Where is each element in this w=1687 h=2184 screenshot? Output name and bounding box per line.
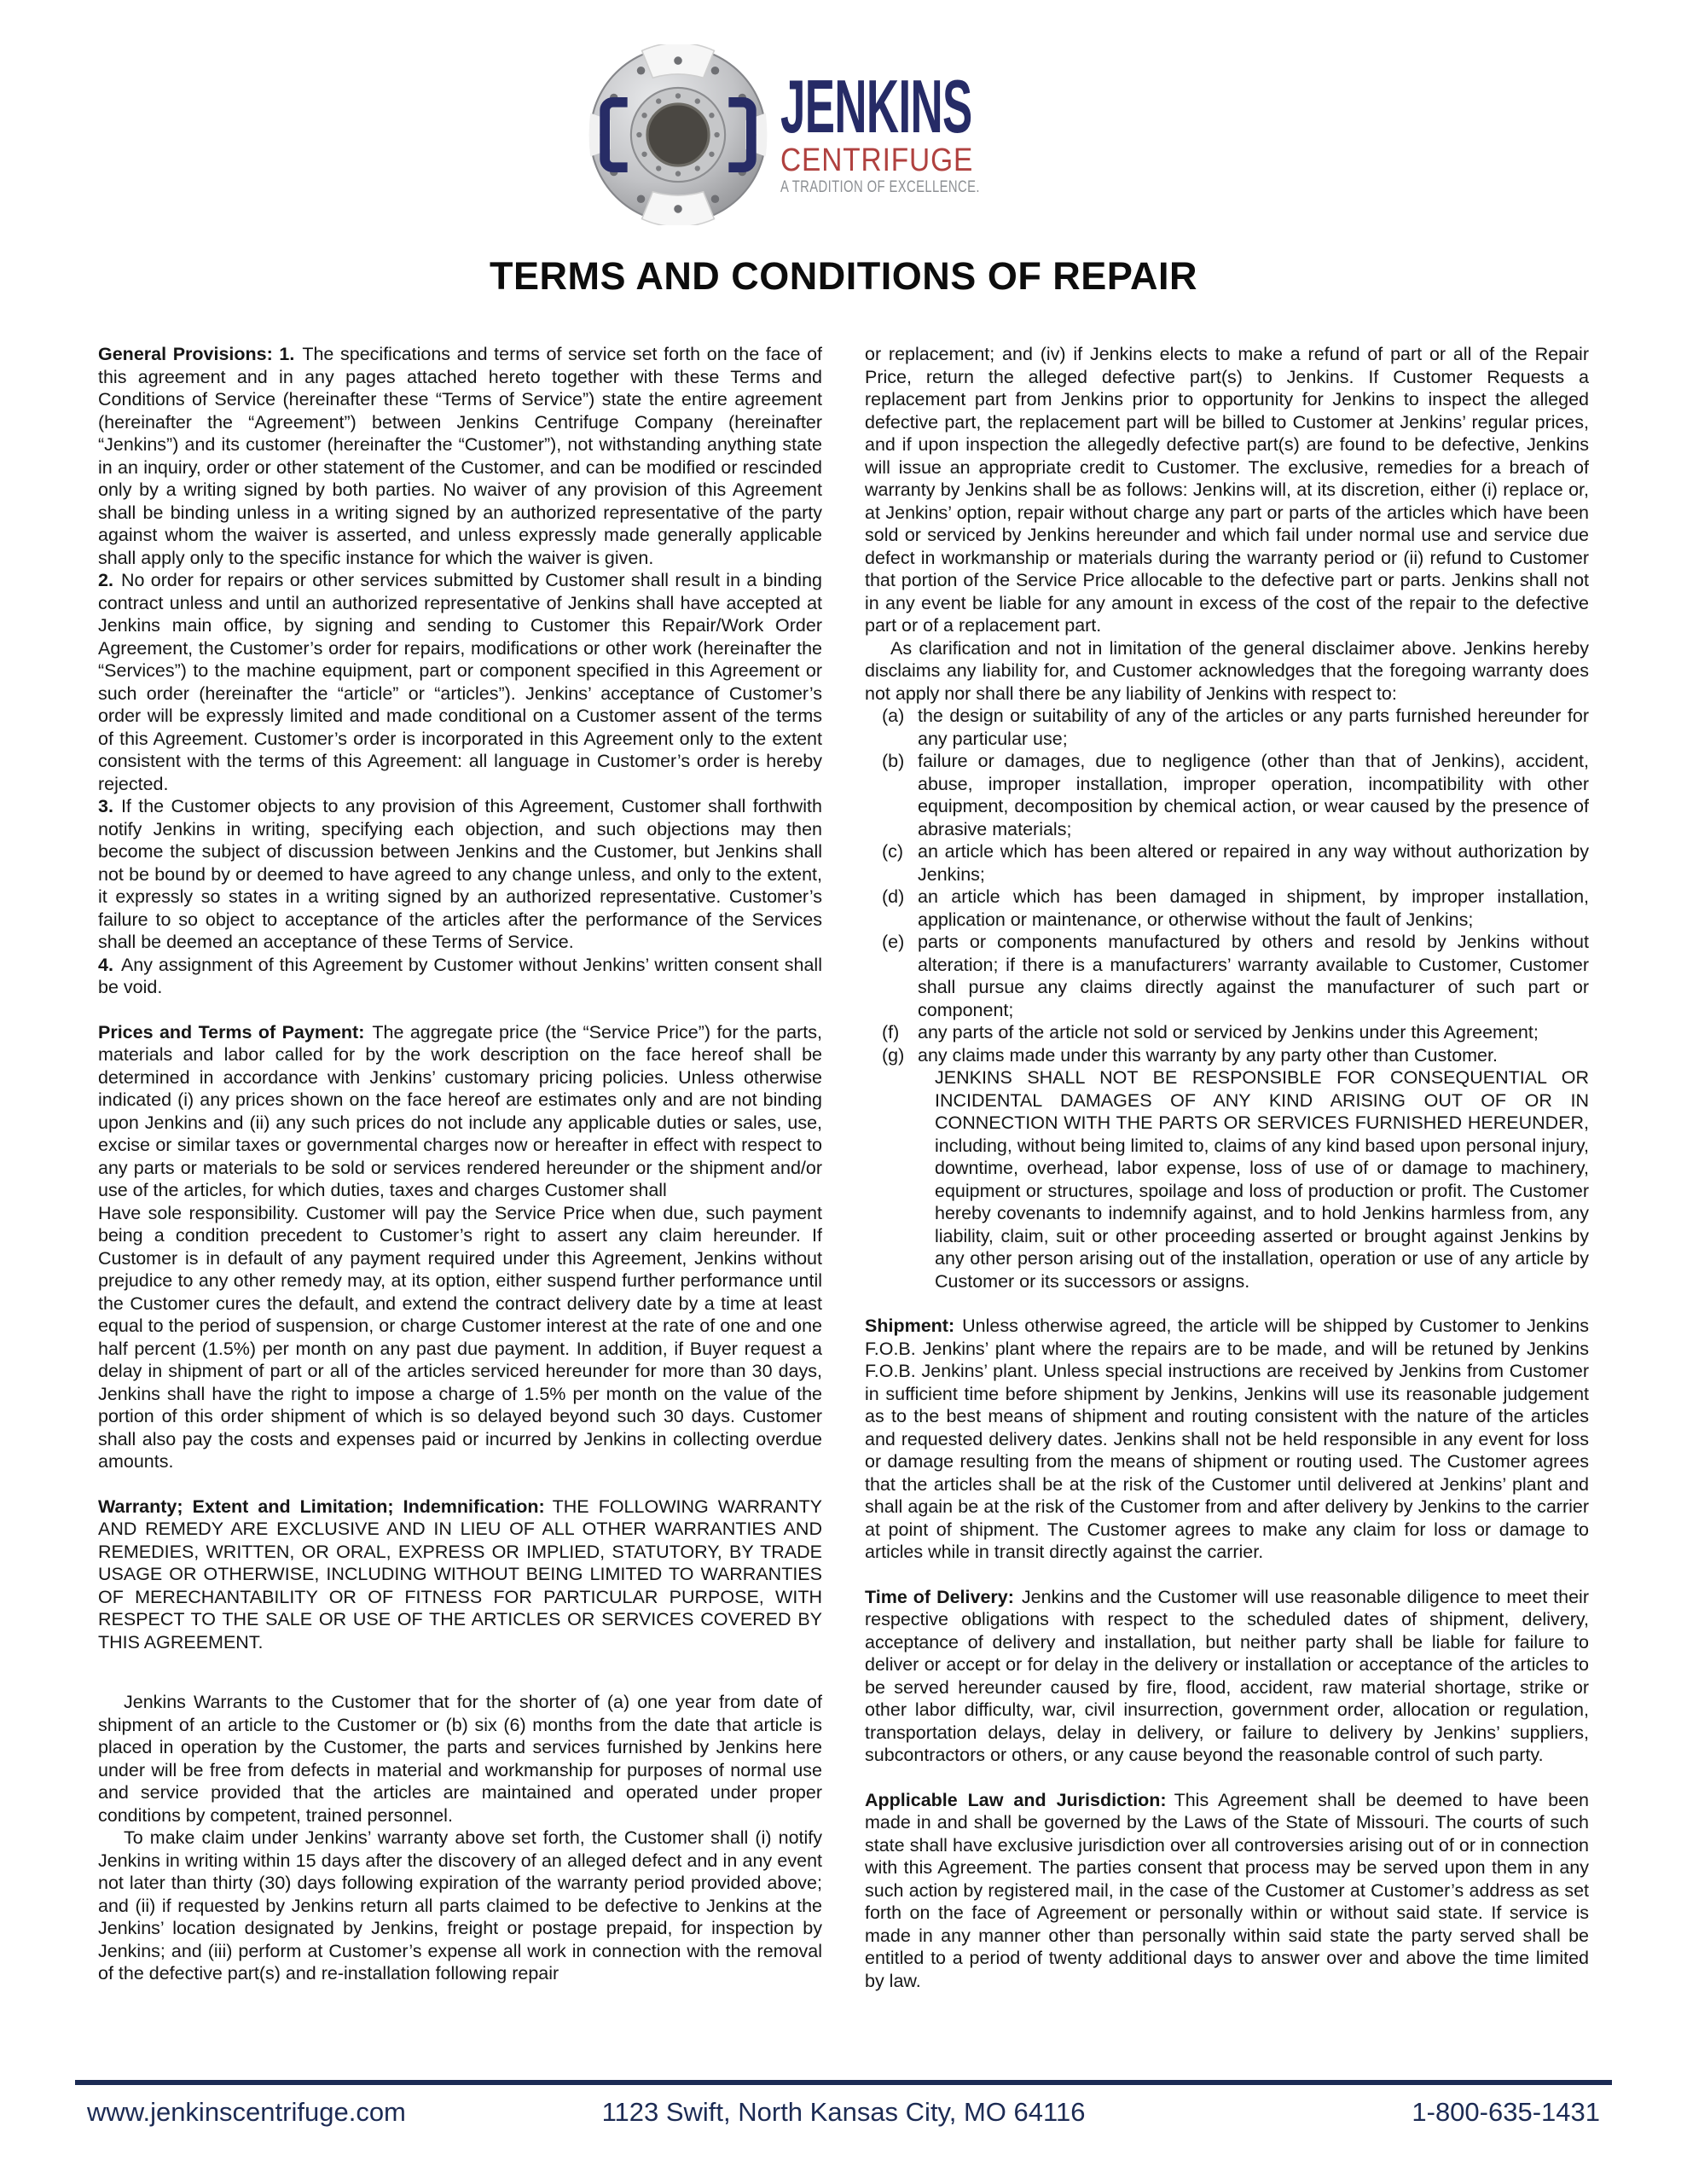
paragraph-warranty-claims: To make claim under Jenkins’ warranty above set forth, the Customer shall (i) notify Jenkins in writing within 15 days after the discovery of an alleged defect and in any event not later than thirty (30) days following expiration of the warranty period provided above; and (ii) if requested by Jenkins return all parts claimed to be defective to Jenkins at the Jenkins’ location designated by Jenkins, freight or postage prepaid, for inspection by Jenkins; and (iii) perform at Customer’s expense all work in connection with the removal of the defective part(s) and re-installation following repair <box>98 1827 822 1984</box>
list-item-text: any parts of the article not sold or serviced by Jenkins under this Agreement; <box>918 1022 1539 1043</box>
paragraph-prices: Prices and Terms of Payment: The aggregate price (the “Service Price”) for the parts, materials and labor called for by the work description on the face hereof shall be determined in accordance with Jenkins’ customary pricing policies. Unless otherwise indicated (i) any prices shown on the face hereof are estimates only and are not binding upon Jenkins and (ii) any such prices do not include any applicable duties or sales, use, excise or similar taxes or governmental charges now or hereafter in effect with respect to any parts or materials to be sold or services rendered hereunder or the shipment and/or use of the articles, for which duties, taxes and charges Customer shall <box>98 1021 822 1200</box>
list-item-f <box>865 1021 1589 1044</box>
page-footer <box>75 2080 1612 2128</box>
clause-4-number: 4. <box>98 954 113 975</box>
general-provisions-heading: General Provisions: 1. <box>98 344 295 364</box>
paragraph-applicable-law: Applicable Law and Jurisdiction: This Agreement shall be deemed to have been made in and shall be governed by the Laws of the State of Missouri. The courts of such state shall have exclusive jurisdiction over all controversies arising out of or in connection with this Agreement. The parties consent that process may be served upon them in any such action by registered mail, in the case of the Customer at Customer’s address as set forth on the face of Agreement or personally within or without said state. If service is made in any manner other than personally within said state the party served shall be entitled to a period of twenty additional days to answer over and above the time limited by law. <box>865 1789 1589 1991</box>
logo-tagline: A TRADITION OF EXCELLENCE. <box>780 177 980 196</box>
list-item-d <box>865 886 1589 931</box>
paragraph-2: 2. No order for repairs or other services submitted by Customer shall result in a binding contract unless and until an authorized representative of Jenkins shall have accepted at Jenkins main office, by signing and sending to Customer this Repair/Work Order Agreement, the Customer’s order for repairs, modifications or other work (hereinafter the “Services”) to the machine equipment, part or component specified in this Agreement or such order (hereinafter the “article” or “articles”). Jenkins’ acceptance of Customer’s order will be expressly limited and made conditional on a Customer assent of the terms of this Agreement. Customer’s order is incorporated in this Agreement only to the extent consistent with the terms of this Agreement: all language in Customer’s order is hereby rejected. <box>98 570 822 794</box>
list-item-text: the design or suitability of any of the articles or any parts furnished hereunder for any particular use; <box>918 706 1589 749</box>
list-item-label: (g) <box>882 1044 905 1066</box>
list-item-text: an article which has been altered or repaired in any way without authorization by Jenkins; <box>918 841 1589 885</box>
paragraph-3: 3. If the Customer objects to any provision of this Agreement, Customer shall forthwith notify Jenkins in writing, specifying each objection, and such objections may then become the subject of discussion between Jenkins and the Customer, but Jenkins shall not be bound by or deemed to have agreed to any change unless, and only to the extent, it expressly so states in a writing signed by an authorized representative. Customer’s failure to so object to acceptance of the articles after the performance of the Services shall be deemed an acceptance of these Terms of Service. <box>98 796 822 952</box>
list-item-b <box>865 750 1589 840</box>
footer-address: 1123 Swift, North Kansas City, MO 64116 <box>601 2097 1086 2127</box>
list-item-c <box>865 840 1589 886</box>
paragraph-time-of-delivery: Time of Delivery: Jenkins and the Customer will use reasonable diligence to meet their respective obligations with respect to the scheduled dates of shipment, delivery, acceptance of delivery and installation, but neither party shall be liable for failure to deliver or accept or for delay in the delivery or installation or acceptance of the articles to be served hereunder caused by fire, flood, accident, raw material shortage, strike or other labor difficulty, war, civil insurrection, government order, allocation or regulation, transportation delays, delay in delivery, or failure to delivery by Jenkins’ suppliers, subcontractors or others, or any cause beyond the reasonable control of such party. <box>865 1586 1589 1765</box>
list-item-text: parts or components manufactured by others and resold by Jenkins without alteration; if there is a manufacturers’ warranty available to Customer, Customer shall pursue any claims directly against the manufacturer of such part or component; <box>918 932 1589 1020</box>
logo-subbrand: CENTRIFUGE <box>780 142 973 178</box>
list-item-g <box>865 1044 1589 1067</box>
list-item-text: any claims made under this warranty by any party other than Customer. <box>918 1044 1498 1066</box>
list-item-label: (c) <box>882 841 904 862</box>
logo-brand: JENKINS <box>780 64 972 149</box>
list-item-a <box>865 705 1589 750</box>
terms-body <box>0 343 1687 1992</box>
centrifuge-rotor-icon <box>588 44 768 225</box>
clause-2-number: 2. <box>98 570 113 590</box>
logo-text <box>780 64 1099 196</box>
list-item-label: (b) <box>882 751 905 771</box>
paragraph-general-provisions: General Provisions: 1. The specifications and terms of service set forth on the face of this agreement and in any pages attached hereto together with these Terms and Conditions of Service (hereinafter these “Terms of Service”) state the entire agreement (hereinafter the “Agreement”) between Jenkins Centrifuge Company (hereinafter “Jenkins”) and its customer (hereinafter the “Customer”), not withstanding anything state in an inquiry, order or other statement of the Customer, and can be modified or rescinded only by a writing signed by both parties. No waiver of any provision of this Agreement shall be binding unless in a writing signed by an authorized representative of the party against whom the waiver is asserted, and unless expressly made generally applicable shall apply only to the specific instance for which the waiver is given. <box>98 344 822 568</box>
logo <box>0 0 1687 225</box>
footer-website: www.jenkinscentrifuge.com <box>87 2097 406 2127</box>
paragraph-warranty-terms: Jenkins Warrants to the Customer that for the shorter of (a) one year from date of shipment of an article to the Customer or (b) six (6) months from the date that article is placed in operation by the Customer, the parts and services furnished by Jenkins here under will be free from defects in material and workmanship for purposes of normal use and service provided that the articles are maintained and operated under proper conditions by competent, trained personnel. <box>98 1692 822 1826</box>
clause-3-number: 3. <box>98 796 113 816</box>
page-title: TERMS AND CONDITIONS OF REPAIR <box>489 254 1197 298</box>
footer-row <box>75 2097 1612 2128</box>
exclusions-list <box>865 705 1589 1066</box>
list-item-label: (f) <box>882 1022 900 1043</box>
paragraph-warranty: Warranty; Extent and Limitation; Indemnification: THE FOLLOWING WARRANTY AND REMEDY ARE EXCLUSIVE AND IN LIEU OF ALL OTHER WARRANTIES AND REMEDIES, WRITTEN, OR ORAL, EXPRESS OR IMPLIED, STATUTORY, BY TRADE USAGE OR OTHERWISE, INCLUDING WITHOUT BEING LIMITED TO WARRANTIES OF MERECHANTABILITY OR OF FITNESS FOR PARTICULAR PURPOSE, WITH RESPECT TO THE SALE OR USE OF THE ARTICLES OR SERVICES COVERED BY THIS AGREEMENT. <box>98 1496 823 1653</box>
paragraph-shipment: Shipment: Unless otherwise agreed, the article will be shipped by Customer to Jenkins F.O.B. Jenkins’ plant where the repairs are to be made, and will be retuned by Jenkins F.O.B. Jenkins’ plant. Unless special instructions are received by Jenkins from Customer in sufficient time before shipment by Jenkins, Jenkins will use its reasonable judgement as to the best means of shipment and routing consistent with the nature of the articles and requested delivery dates. Jenkins shall not be held responsible in any event for loss or damage resulting from the means of shipment or routing used. The Customer agrees that the articles shall be at the risk of the Customer until delivered at Jenkins’ plant and shall again be at the risk of the Customer from and after delivery by Jenkins to the carrier at point of shipment. The Customer agrees to make any claim for loss or damage to articles while in transit directly against the carrier. <box>865 1316 1589 1562</box>
prices-heading: Prices and Terms of Payment: <box>98 1021 365 1043</box>
footer-phone: 1-800-635-1431 <box>1412 2097 1600 2127</box>
list-item-text: failure or damages, due to negligence (other than that of Jenkins), accident, abuse, improper installation, improper operation, incompatibility with other equipment, decomposition by chemical action, or wear caused by the presence of abrasive materials; <box>918 751 1589 839</box>
list-item-text: an article which has been damaged in shipment, by improper installation, application or maintenance, or otherwise without the fault of Jenkins; <box>918 886 1589 930</box>
list-item-label: (d) <box>882 886 905 907</box>
shipment-heading: Shipment: <box>865 1316 955 1336</box>
paragraph-warranty-continued: or replacement; and (iv) if Jenkins elects to make a refund of part or all of the Repair Price, return the alleged defective part(s) to Jenkins. If Customer Requests a replacement part from Jenkins prior to opportunity for Jenkins to inspect the alleged defective part, the replacement part will be billed to Customer at Jenkins’ regular prices, and if upon inspection the allegedly defective part(s) are found to be defective, Jenkins will issue an appropriate credit to Customer. The exclusive, remedies for a breach of warranty by Jenkins shall be as follows: Jenkins will, at its discretion, either (i) replace or, at Jenkins’ option, repair without charge any part or parts of the articles which have been sold or serviced by Jenkins hereunder and which fail under normal use and service due defect in workmanship or materials during the warranty period or (ii) refund to Customer that portion of the Service Price allocable to the defective part or parts. Jenkins shall not in any event be liable for any amount in excess of the cost of the repair to the defective part or of a replacement part. <box>865 344 1589 636</box>
time-of-delivery-heading: Time of Delivery: <box>865 1586 1014 1607</box>
list-item-e <box>865 931 1589 1021</box>
list-item-label: (a) <box>882 706 905 726</box>
warranty-heading: Warranty; Extent and Limitation; Indemnification: <box>98 1496 545 1517</box>
paragraph-4: 4. Any assignment of this Agreement by Customer without Jenkins’ written consent shall be void. <box>98 954 822 997</box>
list-item-label: (e) <box>882 932 905 952</box>
paragraph-prices-continued: Have sole responsibility. Customer will pay the Service Price when due, such payment being a condition precedent to Customer’s right to assert any claim hereunder. If Customer is in default of any payment required under this Agreement, Jenkins without prejudice to any other remedy may, at its option, either suspend further performance until the Customer cures the default, and extend the contract delivery date by a time at least equal to the period of suspension, or charge Customer interest at the rate of one and one half percent (1.5%) per month on any past due payment. In addition, if Buyer request a delay in shipment of part or all of the articles serviced hereunder for more than 30 days, Jenkins shall have the right to impose a charge of 1.5% per month on the value of the portion of this order shipment of which is so delayed beyond such 30 days. Customer shall also pay the costs and expenses paid or incurred by Jenkins in collecting overdue amounts. <box>98 1202 822 1472</box>
left-column <box>98 343 822 1992</box>
applicable-law-heading: Applicable Law and Jurisdiction: <box>865 1789 1167 1810</box>
paragraph-clarification: As clarification and not in limitation of the general disclaimer above. Jenkins hereby disclaims any liability for, and Customer acknowledges that the foregoing warranty does not apply nor shall there be any liability of Jenkins with respect to: <box>865 637 1589 704</box>
right-column <box>865 343 1589 1992</box>
paragraph-consequential-damages: JENKINS SHALL NOT BE RESPONSIBLE FOR CONSEQUENTIAL OR INCIDENTAL DAMAGES OF ANY KIND ARISING OUT OF OR IN CONNECTION WITH THE PARTS OR SERVICES FURNISHED HEREUNDER, including, without being limited to, claims of any kind based upon personal injury, downtime, overhead, labor expense, loss of use of or damage to machinery, equipment or structures, spoilage and loss of production or profit. The Customer hereby covenants to indemnify against, and to hold Jenkins harmless from, any liability, claim, suit or other proceeding asserted or brought against Jenkins by any other person arising out of the installation, operation or use of any article by Customer or its successors or assigns. <box>935 1067 1589 1292</box>
